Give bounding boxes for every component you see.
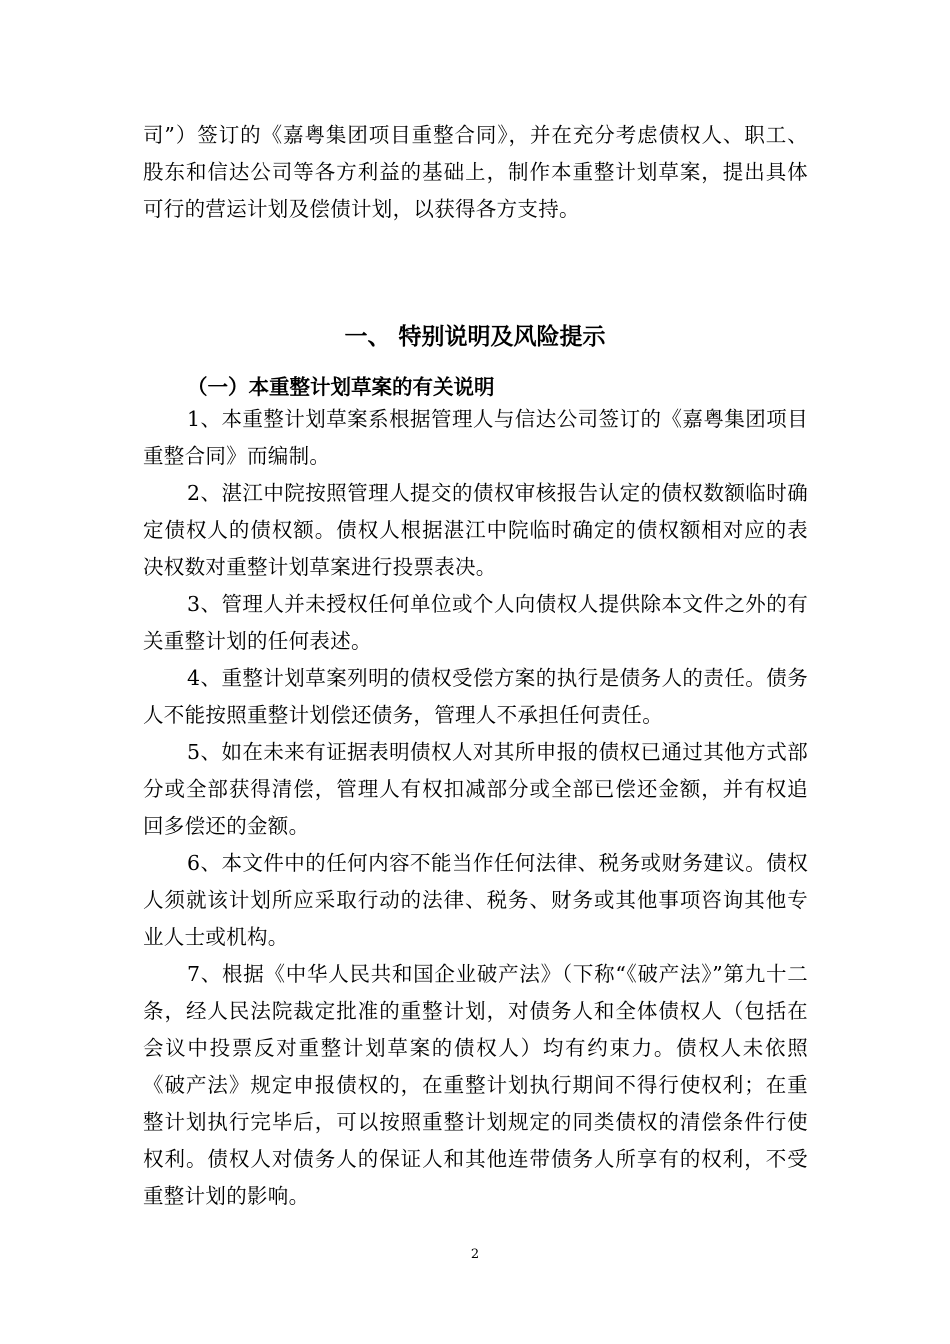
note-item-6: 6、本文件中的任何内容不能当作任何法律、税务或财务建议。债权人须就该计划所应采取行动的法律、税务、财务或其他事项咨询其他专业人士或机构。 <box>143 851 808 949</box>
note-item-4: 4、重整计划草案列明的债权受偿方案的执行是债务人的责任。债务人不能按照重整计划偿还债务，管理人不承担任何责任。 <box>143 666 808 727</box>
note-item-2: 2、湛江中院按照管理人提交的债权审核报告认定的债权数额临时确定债权人的债权额。债权人根据湛江中院临时确定的债权额相对应的表决权数对重整计划草案进行投票表决。 <box>143 481 808 579</box>
page-number: 2 <box>470 1247 480 1262</box>
note-item-7: 7、根据《中华人民共和国企业破产法》（下称“《破产法》”第九十二条，经人民法院裁定批准的重整计划，对债务人和全体债权人（包括在会议中投票反对重整计划草案的债权人）均有约束力。债权人未依照《破产法》规定申报债权的，在重整计划执行期间不得行使权利；在重整计划执行完毕后，可以按照重整计划规定的同类债权的清偿条件行使权利。债权人对债务人的保证人和其他连带债务人所享有的权利，不受重整计划的影响。 <box>143 962 808 1208</box>
intro-paragraph: 司”）签订的《嘉粤集团项目重整合同》，并在充分考虑债权人、职工、股东和信达公司等各方利益的基础上，制作本重整计划草案，提出具体可行的营运计划及偿债计划，以获得各方支持。 <box>143 123 808 221</box>
note-item-1: 1、本重整计划草案系根据管理人与信达公司签订的《嘉粤集团项目重整合同》而编制。 <box>143 407 808 468</box>
note-item-5: 5、如在未来有证据表明债权人对其所申报的债权已通过其他方式部分或全部获得清偿，管理人有权扣减部分或全部已偿还金额，并有权追回多偿还的金额。 <box>143 740 808 838</box>
section-title: 一、 特别说明及风险提示 <box>344 324 606 350</box>
note-item-3: 3、管理人并未授权任何单位或个人向债权人提供除本文件之外的有关重整计划的任何表述。 <box>143 592 808 653</box>
subsection-title: （一）本重整计划草案的有关说明 <box>187 375 495 399</box>
